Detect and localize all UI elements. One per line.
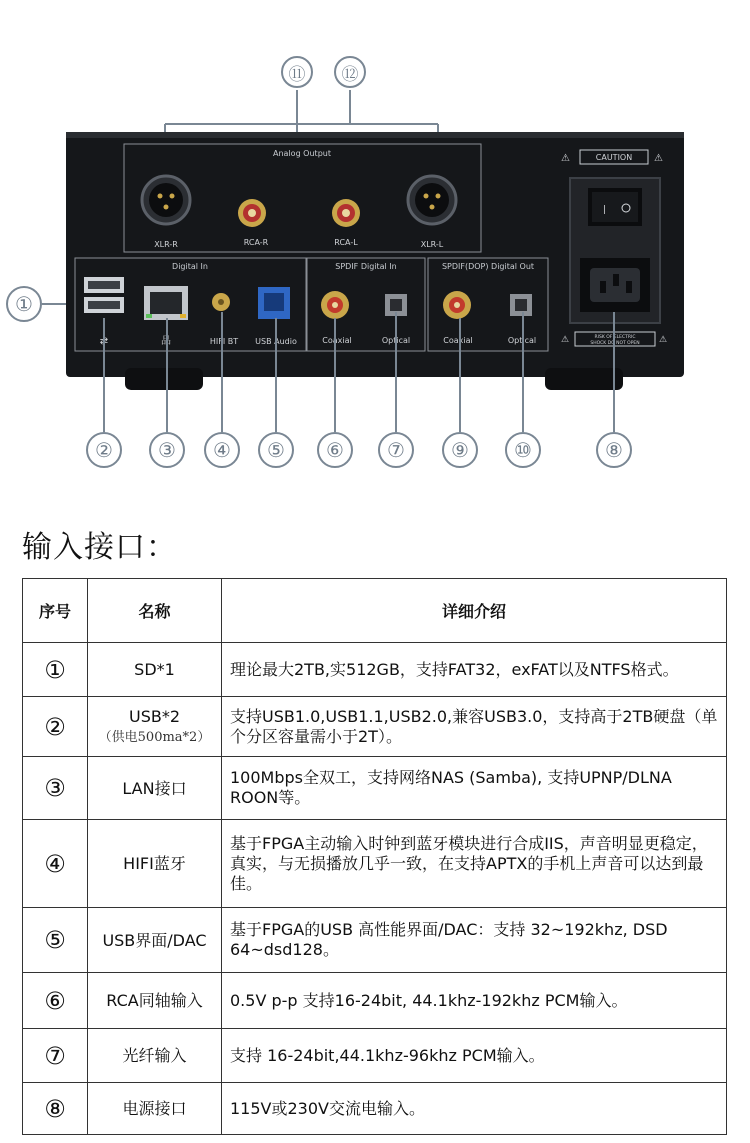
table-row xyxy=(23,643,727,697)
callout-1: ① xyxy=(6,286,42,322)
row-desc: 支持USB1.0,USB1.1,USB2.0,兼容USB3.0，支持高于2TB硬盘（单个分区容量需小于2T）。 xyxy=(222,697,727,757)
bt-antenna-port xyxy=(212,293,230,311)
risk-label-2: SHOCK DO NOT OPEN xyxy=(590,341,640,346)
row-name xyxy=(88,973,222,1029)
input-spec-table xyxy=(22,578,727,1135)
iec-power-inlet xyxy=(580,258,650,312)
coaxial-out-label: Coaxial xyxy=(443,336,473,345)
table-row xyxy=(23,908,727,973)
callout-6: ⑥ xyxy=(317,432,353,468)
row-name-text: SD*1 xyxy=(134,660,175,679)
row-desc: 基于FPGA的USB 高性能界面/DAC：支持 32~192khz, DSD 64~dsd128。 xyxy=(222,908,727,973)
table-row xyxy=(23,757,727,820)
table-row xyxy=(23,973,727,1029)
warning-icon: ⚠ xyxy=(659,335,668,345)
spdif-dop-label: SPDIF(DOP) Digital Out xyxy=(441,262,535,271)
xlr-l-connector xyxy=(408,176,456,224)
analog-output-label: Analog Output xyxy=(273,149,331,158)
warning-icon: ⚠ xyxy=(561,153,570,164)
optical-out-label: Optical xyxy=(507,336,537,345)
callout-5: ⑤ xyxy=(258,432,294,468)
row-desc: 理论最大2TB,实512GB，支持FAT32，exFAT以及NTFS格式。 xyxy=(222,643,727,697)
lan-port xyxy=(144,286,188,320)
callout-7: ⑦ xyxy=(378,432,414,468)
hifi-bt-label: HIFI BT xyxy=(209,337,239,346)
row-name xyxy=(88,820,222,908)
row-number: ③ xyxy=(23,757,88,820)
row-number: ① xyxy=(23,643,88,697)
xlr-r-connector xyxy=(142,176,190,224)
table-row xyxy=(23,1029,727,1083)
row-desc: 基于FPGA主动输入时钟到蓝牙模块进行合成IIS，声音明显更稳定，真实，与无损播放几乎一致，在支持APTX的手机上声音可以达到最佳。 xyxy=(222,820,727,908)
row-name-text: 电源接口 xyxy=(122,1099,187,1118)
row-name xyxy=(88,697,222,757)
section-title: 输入接口： xyxy=(22,530,177,565)
row-number: ⑤ xyxy=(23,908,88,973)
table-row xyxy=(23,1083,727,1135)
usb-symbol-icon: ⇄ xyxy=(99,336,109,347)
row-number: ④ xyxy=(23,820,88,908)
row-name xyxy=(88,757,222,820)
rca-l-label: RCA-L xyxy=(334,238,358,247)
row-name xyxy=(88,643,222,697)
table-row xyxy=(23,820,727,908)
caution-label: CAUTION xyxy=(595,153,633,162)
callout-12: ⑫ xyxy=(334,56,366,88)
row-number: ⑦ xyxy=(23,1029,88,1083)
callout-10: ⑩ xyxy=(505,432,541,468)
device-rear-panel-figure xyxy=(0,0,750,500)
warning-icon: ⚠ xyxy=(654,153,663,164)
digital-in-label: Digital In xyxy=(172,262,208,271)
table-row xyxy=(23,697,727,757)
row-name-text: 光纤输入 xyxy=(122,1046,187,1065)
warning-icon: ⚠ xyxy=(561,335,570,345)
switch-on-icon: | xyxy=(603,205,607,215)
row-name-sub: （供电500ma*2） xyxy=(98,729,211,745)
row-name-text: USB界面/DAC xyxy=(102,930,207,950)
header-name: 名称 xyxy=(88,579,222,643)
callout-2: ② xyxy=(86,432,122,468)
header-desc: 详细介绍 xyxy=(222,579,727,643)
coaxial-in-port xyxy=(321,291,349,319)
row-number: ⑥ xyxy=(23,973,88,1029)
row-name xyxy=(88,1029,222,1083)
row-name xyxy=(88,908,222,973)
risk-label-1: RISK OF ELECTRIC xyxy=(594,335,636,340)
usb-b-port xyxy=(258,287,290,319)
rca-r-label: RCA-R xyxy=(243,238,269,247)
header-no: 序号 xyxy=(23,579,88,643)
callout-11: ⑪ xyxy=(281,56,313,88)
rca-l-connector xyxy=(332,199,360,227)
table-header-row xyxy=(23,579,727,643)
row-name-text: USB*2 xyxy=(128,706,181,726)
coaxial-out-port xyxy=(443,291,471,319)
callout-8: ⑧ xyxy=(596,432,632,468)
row-desc: 115V或230V交流电输入。 xyxy=(222,1083,727,1135)
device-illustration xyxy=(0,0,750,500)
xlr-r-label: XLR-R xyxy=(154,240,178,249)
row-name xyxy=(88,1083,222,1135)
row-name-text: HIFI蓝牙 xyxy=(123,854,186,873)
lan-symbol-icon: 品 xyxy=(161,336,171,347)
usb-audio-label: USB Audio xyxy=(255,337,297,346)
row-number: ② xyxy=(23,697,88,757)
row-number: ⑧ xyxy=(23,1083,88,1135)
callout-3: ③ xyxy=(149,432,185,468)
optical-in-label: Optical xyxy=(381,336,411,345)
callout-4: ④ xyxy=(204,432,240,468)
row-desc: 0.5V p-p 支持16-24bit, 44.1khz-192khz PCM输入。 xyxy=(222,973,727,1029)
row-name-text: RCA同轴输入 xyxy=(106,991,203,1010)
callout-9: ⑨ xyxy=(442,432,478,468)
xlr-l-label: XLR-L xyxy=(420,240,444,249)
row-desc: 100Mbps全双工，支持网络NAS (Samba), 支持UPNP/DLNA ROON等。 xyxy=(222,757,727,820)
coaxial-in-label: Coaxial xyxy=(322,336,352,345)
spdif-in-label: SPDIF Digital In xyxy=(335,262,397,271)
row-desc: 支持 16-24bit,44.1khz-96khz PCM输入。 xyxy=(222,1029,727,1083)
row-name-text: LAN接口 xyxy=(122,778,187,798)
rca-r-connector xyxy=(238,199,266,227)
optical-out-port xyxy=(510,294,532,316)
